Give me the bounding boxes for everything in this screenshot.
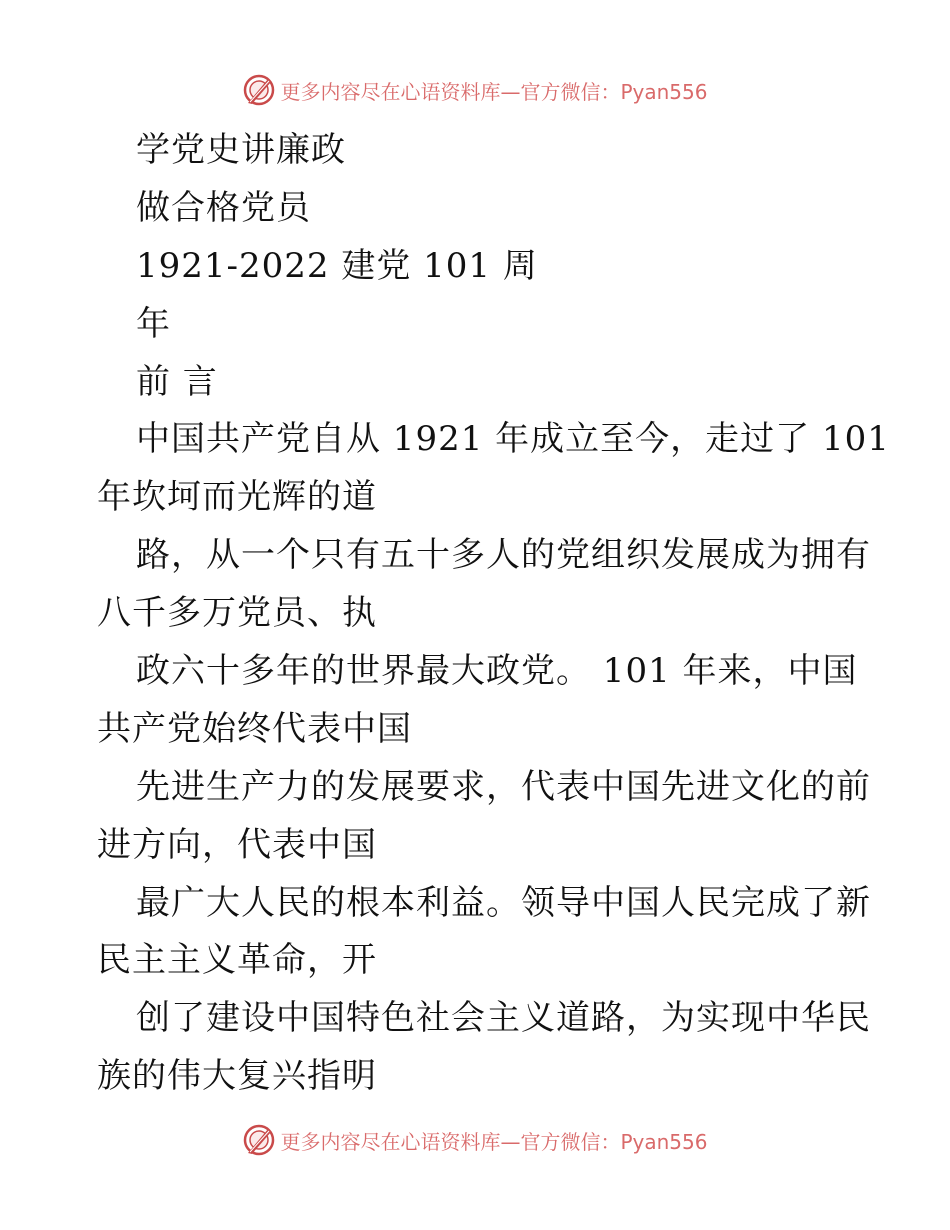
paragraph-line: 八千多万党员、执	[97, 593, 377, 634]
title-line-4: 年	[136, 303, 171, 344]
paragraph-line: 先进生产力的发展要求，代表中国先进文化的前	[136, 766, 871, 807]
document-body	[97, 122, 890, 1106]
feather-pen-logo-icon	[242, 73, 276, 107]
paragraph-line: 政六十多年的世界最大政党。 101 年来，中国	[136, 651, 858, 692]
watermark-banner-top	[0, 70, 950, 110]
title-line-1: 学党史讲廉政	[136, 130, 346, 170]
paragraph-line: 年坎坷而光辉的道	[97, 477, 377, 518]
title-line-2: 做合格党员	[136, 187, 311, 228]
paragraph-line: 族的伟大复兴指明	[97, 1056, 377, 1097]
watermark-text: 更多内容尽在心语资料库—官方微信：Pyan556	[280, 79, 708, 104]
paragraph-line: 创了建设中国特色社会主义道路，为实现中华民	[136, 998, 871, 1039]
watermark-banner-bottom	[0, 1120, 950, 1160]
paragraph-line: 最广大人民的根本利益。领导中国人民完成了新	[136, 882, 871, 923]
paragraph-line: 路，从一个只有五十多人的党组织发展成为拥有	[136, 535, 871, 576]
preface-heading: 前 言	[136, 361, 218, 402]
paragraph-line: 民主主义革命，开	[97, 940, 377, 981]
paragraph-line: 中国共产党自从 1921 年成立至今，走过了 101	[136, 419, 890, 460]
title-line-3: 1921-2022 建党 101 周	[136, 245, 538, 286]
paragraph-line: 共产党始终代表中国	[97, 708, 412, 749]
paragraph-line: 进方向，代表中国	[97, 824, 377, 865]
watermark-text: 更多内容尽在心语资料库—官方微信：Pyan556	[280, 1129, 708, 1154]
feather-pen-logo-icon	[242, 1123, 276, 1157]
